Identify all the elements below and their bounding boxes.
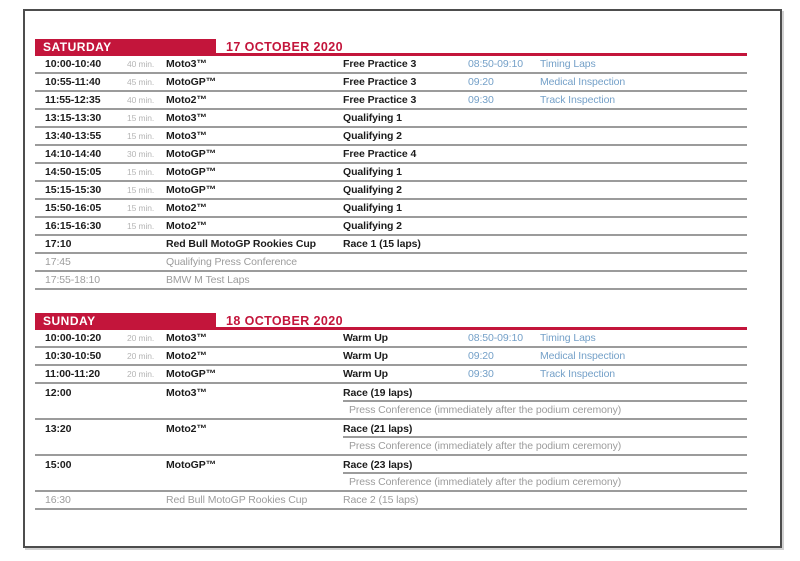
saturday-header (35, 40, 747, 56)
session-time: 15:00 (45, 459, 72, 471)
session-duration: 15 min. (127, 131, 155, 141)
session-category: Moto3™ (166, 58, 207, 70)
session-time: 16:30 (45, 494, 71, 506)
schedule-row (35, 128, 747, 146)
session-name: Qualifying 2 (343, 184, 402, 196)
session-name: Warm Up (343, 368, 388, 380)
session-category: MotoGP™ (166, 148, 217, 160)
sunday-schedule (35, 314, 747, 510)
date-label: 18 OCTOBER 2020 (226, 313, 343, 328)
support-label: Timing Laps (540, 58, 596, 70)
session-time: 13:15-13:30 (45, 112, 102, 124)
session-duration: 20 min. (127, 333, 155, 343)
schedule-row (35, 182, 747, 200)
session-category: Red Bull MotoGP Rookies Cup (166, 238, 316, 250)
session-name: Qualifying 2 (343, 220, 402, 232)
session-name: Race (23 laps) (343, 459, 413, 471)
session-name: Warm Up (343, 350, 388, 362)
day-label: SUNDAY (43, 313, 96, 328)
support-time: 09:30 (468, 368, 494, 380)
schedule-row (35, 218, 747, 236)
session-duration: 30 min. (127, 149, 155, 159)
schedule-row (35, 164, 747, 182)
schedule-row (35, 236, 747, 254)
session-category: Moto2™ (166, 423, 207, 435)
schedule-row (35, 272, 747, 290)
schedule-row (35, 474, 747, 492)
session-name: Free Practice 3 (343, 58, 417, 70)
session-time: 14:50-15:05 (45, 166, 102, 178)
support-time: 08:50-09:10 (468, 332, 523, 344)
session-time: 17:10 (45, 238, 72, 250)
session-name: Qualifying 1 (343, 202, 402, 214)
session-duration: 20 min. (127, 351, 155, 361)
session-category: MotoGP™ (166, 459, 217, 471)
session-name: Qualifying 1 (343, 166, 402, 178)
schedule-row (35, 438, 747, 456)
schedule-row (35, 384, 747, 402)
page-border (23, 9, 782, 548)
session-category: Moto2™ (166, 94, 207, 106)
session-name: Free Practice 3 (343, 94, 417, 106)
session-name: Race 1 (15 laps) (343, 238, 421, 250)
support-time: 08:50-09:10 (468, 58, 523, 70)
schedule-row (35, 56, 747, 74)
session-time: 17:45 (45, 256, 71, 268)
session-name: Free Practice 4 (343, 148, 417, 160)
session-time: 10:00-10:40 (45, 58, 102, 70)
session-name: Race (19 laps) (343, 387, 413, 399)
schedule-row (35, 92, 747, 110)
schedule-row (35, 492, 747, 510)
timetable (35, 40, 747, 510)
schedule-row (35, 456, 747, 474)
session-category: Moto2™ (166, 220, 207, 232)
session-category: BMW M Test Laps (166, 274, 250, 286)
session-duration: 15 min. (127, 203, 155, 213)
support-label: Timing Laps (540, 332, 596, 344)
session-time: 13:40-13:55 (45, 130, 102, 142)
support-label: Medical Inspection (540, 350, 626, 362)
schedule-row (35, 110, 747, 128)
session-category: MotoGP™ (166, 184, 217, 196)
session-category: MotoGP™ (166, 166, 217, 178)
session-name: Press Conference (immediately after the podium ceremony) (349, 476, 622, 488)
session-time: 13:20 (45, 423, 72, 435)
schedule-row (35, 420, 747, 438)
session-name: Free Practice 3 (343, 76, 417, 88)
day-header-bar (35, 313, 216, 329)
session-category: Red Bull MotoGP Rookies Cup (166, 494, 308, 506)
session-category: Moto3™ (166, 387, 207, 399)
session-duration: 15 min. (127, 185, 155, 195)
session-time: 15:50-16:05 (45, 202, 102, 214)
session-time: 11:00-11:20 (45, 368, 100, 380)
session-name: Qualifying 1 (343, 112, 402, 124)
session-time: 12:00 (45, 387, 72, 399)
saturday-schedule (35, 40, 747, 290)
session-time: 10:00-10:20 (45, 332, 102, 344)
session-duration: 15 min. (127, 113, 155, 123)
session-duration: 40 min. (127, 95, 155, 105)
schedule-row (35, 200, 747, 218)
support-label: Track Inspection (540, 94, 616, 106)
session-name: Press Conference (immediately after the podium ceremony) (349, 440, 622, 452)
support-label: Medical Inspection (540, 76, 626, 88)
session-name: Warm Up (343, 332, 388, 344)
support-time: 09:30 (468, 94, 494, 106)
session-category: Moto2™ (166, 202, 207, 214)
day-header-bar (35, 39, 216, 55)
session-duration: 40 min. (127, 59, 155, 69)
support-time: 09:20 (468, 76, 494, 88)
session-time: 10:30-10:50 (45, 350, 102, 362)
session-category: Moto3™ (166, 332, 207, 344)
schedule-row (35, 146, 747, 164)
session-category: Moto3™ (166, 112, 207, 124)
session-time: 15:15-15:30 (45, 184, 102, 196)
sunday-header (35, 314, 747, 330)
session-category: Moto2™ (166, 350, 207, 362)
schedule-row (35, 74, 747, 92)
session-time: 10:55-11:40 (45, 76, 101, 88)
schedule-row (35, 366, 747, 384)
session-name: Race (21 laps) (343, 423, 413, 435)
date-label: 17 OCTOBER 2020 (226, 39, 343, 54)
support-time: 09:20 (468, 350, 494, 362)
schedule-row (35, 254, 747, 272)
session-name: Race 2 (15 laps) (343, 494, 419, 506)
session-duration: 15 min. (127, 221, 155, 231)
session-name: Press Conference (immediately after the podium ceremony) (349, 404, 622, 416)
schedule-row (35, 330, 747, 348)
session-category: MotoGP™ (166, 368, 217, 380)
day-label: SATURDAY (43, 39, 112, 54)
session-category: Qualifying Press Conference (166, 256, 297, 268)
session-name: Qualifying 2 (343, 130, 402, 142)
schedule-row (35, 348, 747, 366)
session-time: 11:55-12:35 (45, 94, 101, 106)
session-time: 17:55-18:10 (45, 274, 100, 286)
session-time: 14:10-14:40 (45, 148, 102, 160)
session-category: MotoGP™ (166, 76, 217, 88)
session-time: 16:15-16:30 (45, 220, 102, 232)
session-duration: 20 min. (127, 369, 155, 379)
schedule-row (35, 402, 747, 420)
session-duration: 45 min. (127, 77, 155, 87)
session-category: Moto3™ (166, 130, 207, 142)
session-duration: 15 min. (127, 167, 155, 177)
support-label: Track Inspection (540, 368, 616, 380)
